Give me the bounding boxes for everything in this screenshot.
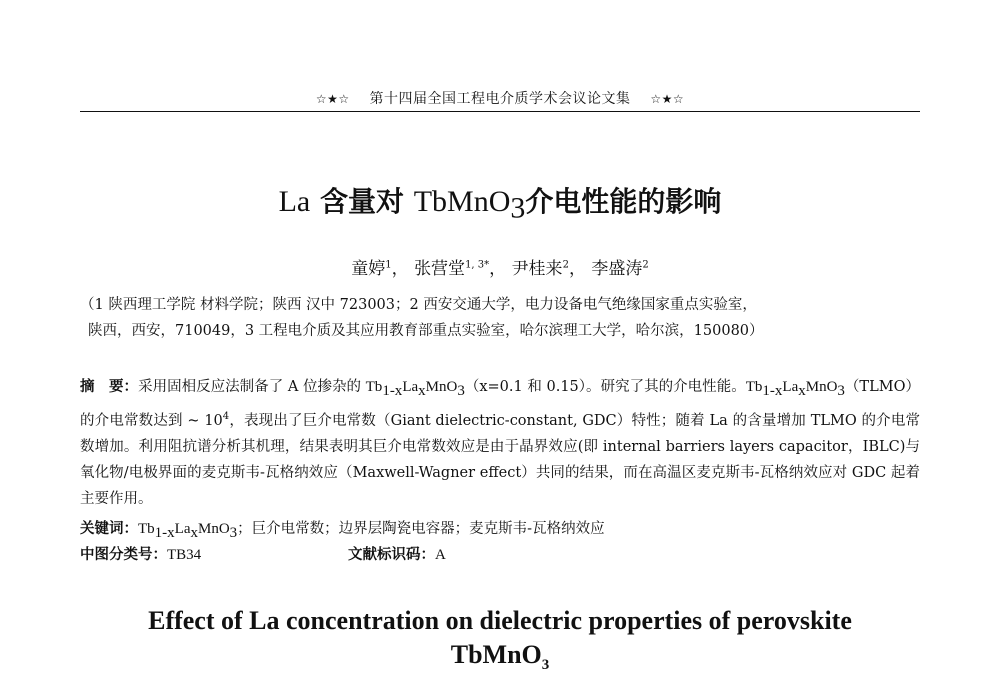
- star-decoration-left: ☆★☆: [315, 92, 350, 106]
- author-list: 童婷$^1$， 张营堂$^{1, 3*}$， 尹桂来$^2$， 李盛涛$^2$: [351, 259, 649, 279]
- running-header-text: 第十四届全国工程电介质学术会议论文集: [369, 91, 631, 107]
- classification-value: TB34: [167, 547, 202, 563]
- author-name: 尹桂来: [511, 259, 563, 279]
- paper-title-en: Effect of La concentration on dielectric properties of perovskite TbMnO$_3$: [148, 606, 852, 674]
- abstract-label: 摘 要：: [80, 379, 139, 395]
- author-name: 李盛涛: [591, 259, 643, 279]
- author-name: 张营堂: [414, 259, 466, 279]
- abstract: 摘 要：采用固相反应法制备了 A 位掺杂的 $Tb_{1-x}La_xMnO_3(x=0.1$ 和 0.15）。研究了其的介电性能。$Tb_{1-x}La_xMnO_3(TLMO)$的介电常数达到 ~ $10^4$，表现出了巨介电常数（Giant dielectric-constant, GDC）特性；随着 La 的含量增加 TLMO 的介电常数增加。利用阻抗谱分析其机理，结果表明其巨介电常数效应是由于晶界效应(即 internal barriers layers capacitor，IBLC)与氧化物/电极界面的麦克斯韦-瓦格纳效应（Maxwell-Wagner effect）共同的结果，而在高温区麦克斯韦-瓦格纳效应对 GDC 起着主要作用。: [80, 379, 920, 507]
- author-name: 童婷: [351, 259, 386, 279]
- keywords-label: 关键词：: [80, 521, 138, 537]
- affiliations: （1 陕西理工学院 材料学院；陕西 汉中 723003；2 西安交通大学，电力设备电气绝缘国家重点实验室， 陕西，西安，710049，3 工程电介质及其应用教育部重点实验室，哈尔滨理工大学，哈尔滨，150080）: [80, 297, 764, 339]
- keywords: 关键词：$Tb_{1-x}La_xMnO_3$；巨介电常数；边界层陶瓷电容器；麦克斯韦-瓦格纳效应: [80, 521, 605, 541]
- classification-line: [80, 542, 920, 568]
- running-header: [80, 88, 920, 108]
- paper-title-cn: La 含量对 TbMnO$_3$介电性能的影响: [278, 185, 722, 225]
- header-rule: [80, 111, 920, 112]
- classification-label: 中图分类号：: [80, 547, 167, 563]
- document-code: 文献标识码：A: [348, 547, 446, 563]
- star-decoration-right: ☆★☆: [650, 92, 685, 106]
